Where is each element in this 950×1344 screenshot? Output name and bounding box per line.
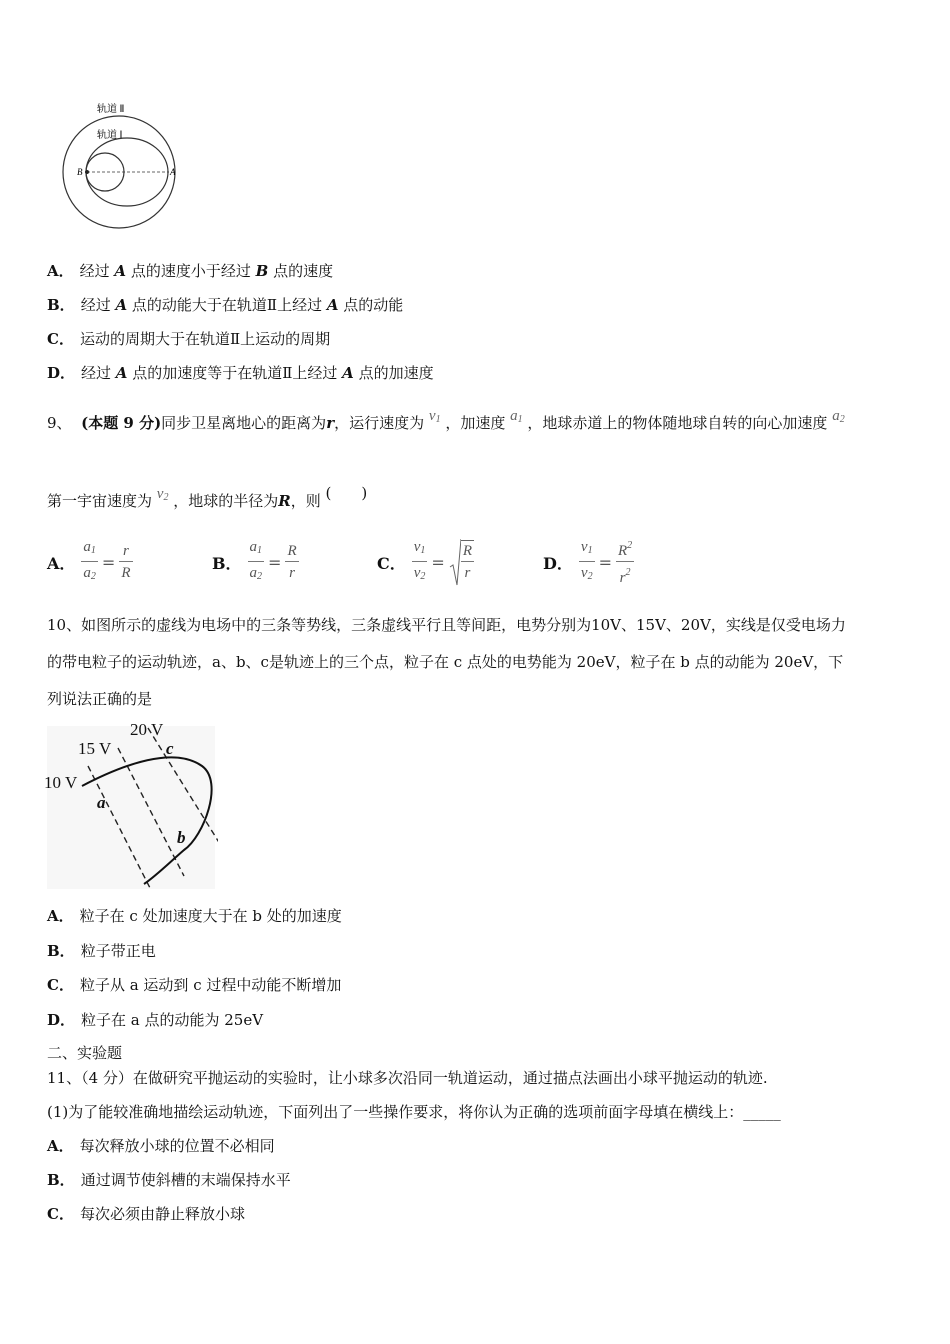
point-b-dot [85,170,89,174]
q9-choice-a: A． $\frac{a_1}{a_2}$ = $\frac{r}{R}$ [47,538,131,582]
q8-option-d: D． 经过 A 点的加速度等于在轨道Ⅱ上经过 A 点的加速度 [47,364,434,382]
point-c-label: c [166,739,174,758]
q9-choice-b: B． $\frac{a_1}{a_2}$ = $\frac{R}{r}$ [212,538,297,582]
q11-stem-line1: 11、（4 分）在做研究平抛运动的实验时，让小球多次沿同一轨道运动，通过描点法画出小球平抛运动的轨迹. [47,1069,768,1087]
q10-stem-line1: 10、如图所示的虚线为电场中的三条等势线，三条虚线平行且等间距，电势分别为10V、15V、20V，实线是仅受电场力 [47,616,846,634]
q9-stem-line1: 9、 (本题 9 分)同步卫星离地心的距离为r，运行速度为 $v_1$ ，加速度 $a_1$ ，地球赤道上的物体随地球自转的向心加速度 $a_2$ [47,408,845,432]
orbit-2-label: 轨道 Ⅱ [97,104,125,115]
point-b-label: B [77,167,83,177]
q10-option-b: B． 粒子带正电 [47,942,156,960]
point-b-label: b [177,828,186,847]
q10-stem-line3: 列说法正确的是 [47,690,153,708]
section-2-title: 二、实验题 [47,1044,123,1062]
orbit-1-label: 轨道 Ⅰ [97,130,123,141]
label-15v: 15 V [78,739,112,758]
q10-option-c: C． 粒子从 a 运动到 c 过程中动能不断增加 [47,976,342,994]
label-20v: 20 V [130,720,164,739]
orbit-figure [47,100,187,230]
q10-option-a: A． 粒子在 c 处加速度大于在 b 处的加速度 [47,907,342,925]
q8-option-a: A． 经过 A 点的速度小于经过 B 点的速度 [47,262,334,280]
q11-option-c: C． 每次必须由静止释放小球 [47,1205,245,1223]
q8-option-c: C． 运动的周期大于在轨道Ⅱ上运动的周期 [47,330,331,348]
q9-choice-c: C． $\frac{v_1}{v_2}$ = $\frac{R}{r}$ [377,534,474,590]
electric-field-figure [44,716,218,891]
q10-option-d: D． 粒子在 a 点的动能为 25eV [47,1011,264,1029]
q9-choice-d: D． $\frac{v_1}{v_2}$ = $\frac{R^2}{r^2}$ [543,534,634,590]
q9-stem-line2: 第一宇宙速度为 $v_2$ ，地球的半径为R，则 ( ) [47,484,368,510]
label-10v: 10 V [44,773,78,792]
q11-stem-line2: (1)为了能较准确地描绘运动轨迹，下面列出了一些操作要求，将你认为正确的选项前面字母填在横线上：_____ [47,1103,781,1121]
q8-option-b: B． 经过 A 点的动能大于在轨道Ⅱ上经过 A 点的动能 [47,296,404,314]
point-a-label: A [170,167,176,177]
sqrt-sign [449,537,461,587]
q10-stem-line2: 的带电粒子的运动轨迹，a、b、c是轨迹上的三个点，粒子在 c 点处的电势能为 20eV，粒子在 b 点的动能为 20eV，下 [47,653,844,671]
q11-option-b: B． 通过调节使斜槽的末端保持水平 [47,1171,291,1189]
q11-option-a: A． 每次释放小球的位置不必相同 [47,1137,275,1155]
point-a-label: a [97,793,106,812]
